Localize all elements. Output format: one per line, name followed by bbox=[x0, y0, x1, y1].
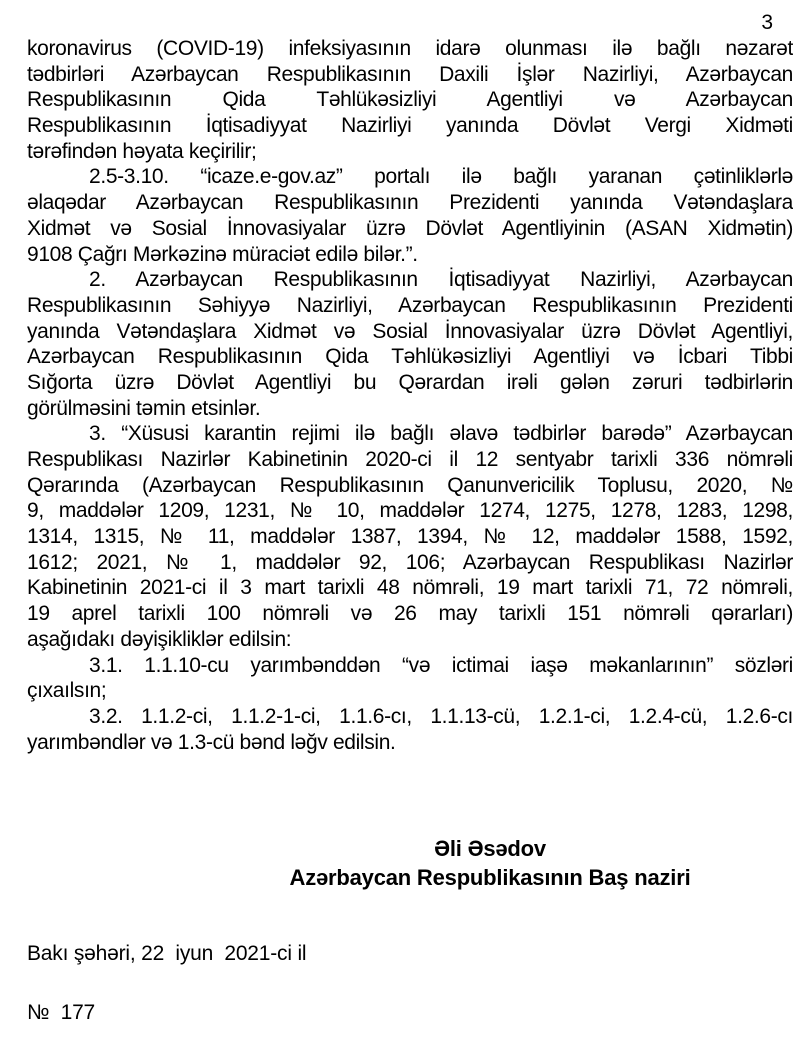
paragraph-line: aşağıdakı dəyişikliklər edilsin: bbox=[27, 627, 292, 651]
paragraph bbox=[27, 267, 793, 421]
paragraph-line: 3.2. 1.1.2-ci, 1.1.2-1-ci, 1.1.6-cı, 1.1.13-cü, 1.2.1-ci, 1.2.4-cü, 1.2.6-cı bbox=[89, 704, 793, 728]
paragraph-line: 3. “Xüsusi karantin rejimi ilə bağlı əlavə tədbirlər barədə” Azərbaycan bbox=[89, 422, 793, 446]
paragraph-line: Respublikası Nazirlər Kabinetinin 2020-ci il 12 sentyabr tarixli 336 nömrəli bbox=[27, 448, 793, 471]
paragraph bbox=[27, 421, 793, 652]
signature-title: Azərbaycan Respublikasının Baş naziri bbox=[289, 865, 691, 890]
paragraph-line: Qərarında (Azərbaycan Respublikasının Qanunvericilik Toplusu, 2020, № bbox=[27, 473, 793, 497]
signature-name: Əli Əsədov bbox=[434, 836, 546, 861]
paragraph-line: 1314, 1315, № 11, maddələr 1387, 1394, № 12, maddələr 1588, 1592, bbox=[27, 525, 793, 549]
paragraph bbox=[27, 36, 793, 164]
paragraph-line: çıxaılsın; bbox=[27, 679, 107, 703]
paragraph-line: Sığorta üzrə Dövlət Agentliyi bu Qərardan irəli gələn zəruri tədbirlərin bbox=[27, 370, 793, 394]
paragraph-line: Azərbaycan Respublikasının Qida Təhlükəsizliyi Agentliyi və İcbari Tibbi bbox=[27, 345, 793, 369]
paragraph-line: Respublikasının Səhiyyə Nazirliyi, Azərbaycan Respublikasının Prezidenti bbox=[27, 293, 793, 317]
paragraph-line: 19 aprel tarixli 100 nömrəli və 26 may tarixli 151 nömrəli qərarları) bbox=[27, 602, 793, 626]
paragraph-line: yanında Vətəndaşlara Xidmət və Sosial İnnovasiyalar üzrə Dövlət Agentliyi, bbox=[27, 319, 793, 343]
paragraph-line: Respublikasının Qida Təhlükəsizliyi Agentliyi və Azərbaycan bbox=[27, 88, 793, 112]
paragraph-line: 9108 Çağrı Mərkəzinə müraciət edilə bilər.”. bbox=[27, 242, 418, 266]
paragraph-line: koronavirus (COVID-19) infeksiyasının idarə olunması ilə bağlı nəzarət bbox=[27, 37, 793, 60]
paragraph-line: Kabinetinin 2021-ci il 3 mart tarixli 48 nömrəli, 19 mart tarixli 71, 72 nömrəli, bbox=[27, 576, 793, 600]
paragraph-line: 2.5-3.10. “icaze.e-gov.az” portalı ilə bağlı yaranan çətinliklərlə bbox=[89, 165, 793, 189]
footer-place-date: Bakı şəhəri, 22 iyun 2021-ci il bbox=[27, 942, 307, 965]
paragraph-line: 1612; 2021, № 1, maddələr 92, 106; Azərbaycan Respublikası Nazirlər bbox=[27, 550, 793, 574]
paragraph-line: əlaqədar Azərbaycan Respublikasının Prezidenti yanında Vətəndaşlara bbox=[27, 191, 793, 215]
paragraph-line: görülməsini təmin etsinlər. bbox=[27, 396, 261, 420]
paragraph-line: Xidmət və Sosial İnnovasiyalar üzrə Dövlət Agentliyinin (ASAN Xidmətin) bbox=[27, 216, 793, 240]
paragraph-line: 2. Azərbaycan Respublikasının İqtisadiyyat Nazirliyi, Azərbaycan bbox=[89, 268, 793, 292]
paragraph bbox=[27, 164, 793, 267]
page-number: 3 bbox=[761, 11, 773, 34]
paragraph-line: yarımbəndlər və 1.3-cü bənd ləğv edilsin. bbox=[27, 730, 396, 754]
signature-block bbox=[107, 834, 800, 892]
paragraph-line: tərəfindən həyata keçirilir; bbox=[27, 139, 257, 163]
paragraph-line: 9, maddələr 1209, 1231, № 10, maddələr 1274, 1275, 1278, 1283, 1298, bbox=[27, 499, 793, 523]
paragraph-line: 3.1. 1.1.10-cu yarımbənddən “və ictimai iaşə məkanlarının” sözləri bbox=[89, 653, 793, 677]
paragraph bbox=[27, 653, 793, 704]
paragraph-line: Respublikasının İqtisadiyyat Nazirliyi yanında Dövlət Vergi Xidməti bbox=[27, 114, 793, 138]
footer-decree-number: № 177 bbox=[27, 1001, 96, 1024]
document-body bbox=[27, 36, 793, 755]
paragraph-line: tədbirləri Azərbaycan Respublikasının Daxili İşlər Nazirliyi, Azərbaycan bbox=[27, 62, 793, 86]
paragraph bbox=[27, 704, 793, 755]
